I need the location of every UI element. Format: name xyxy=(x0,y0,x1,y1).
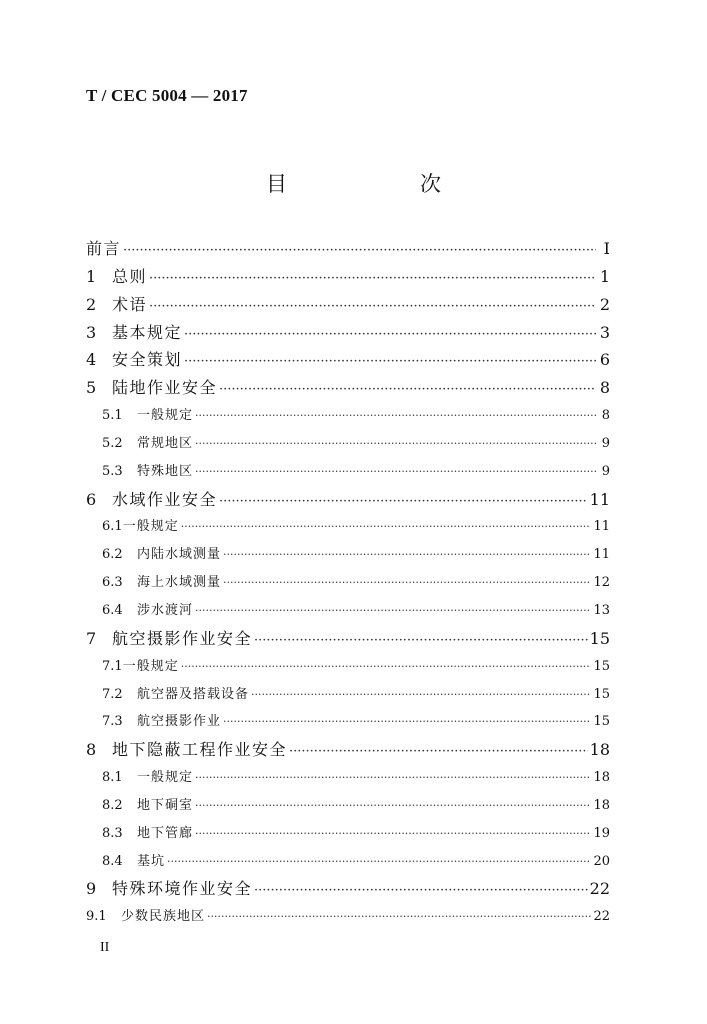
toc-entry-number: 7 xyxy=(86,628,97,648)
toc-entry[interactable] xyxy=(86,597,610,625)
dot-leader xyxy=(223,708,591,736)
toc-entry[interactable] xyxy=(86,848,610,876)
toc-entry-label: 总则 xyxy=(112,266,148,286)
toc-entry[interactable] xyxy=(86,875,610,903)
toc-entry-number: 7.1 xyxy=(102,658,123,674)
toc-entry[interactable] xyxy=(86,319,610,347)
toc-entry-number: 1 xyxy=(86,266,97,286)
toc-entry-number: 6.3 xyxy=(102,575,123,591)
page-title: 目 次 xyxy=(266,172,497,196)
toc-entry-number: 7.2 xyxy=(102,686,123,702)
toc-entry-page: 15 xyxy=(593,658,610,674)
dot-leader xyxy=(181,653,592,681)
toc-entry-page: 2 xyxy=(599,294,610,314)
toc-entry-number: 5 xyxy=(86,378,97,398)
toc-entry[interactable] xyxy=(86,263,610,291)
toc-entry-number: 8 xyxy=(86,740,97,760)
toc-entry[interactable] xyxy=(86,291,610,319)
toc-entry[interactable] xyxy=(86,458,610,486)
toc-entry-label: 内陆水域测量 xyxy=(137,547,222,563)
toc-entry-number: 5.1 xyxy=(102,408,123,424)
toc-entry-label: 基坑 xyxy=(137,853,166,869)
toc-entry-page: 9 xyxy=(601,463,610,479)
toc-entry-page: 8 xyxy=(601,408,610,424)
toc-entry-page: 9 xyxy=(601,435,610,451)
toc-entry-page: 22 xyxy=(593,909,610,925)
toc-entry-page: 18 xyxy=(593,797,610,813)
toc-entry[interactable] xyxy=(86,569,610,597)
dot-leader xyxy=(149,263,596,291)
toc-entry[interactable] xyxy=(86,430,610,458)
toc-entry-label: 陆地作业安全 xyxy=(112,378,218,398)
toc-entry-label: 术语 xyxy=(112,294,148,314)
page-number: II xyxy=(100,940,110,955)
toc-entry[interactable] xyxy=(86,625,610,653)
standard-code: T / CEC 5004 — 2017 xyxy=(86,86,248,105)
dot-leader xyxy=(181,513,592,541)
dot-leader xyxy=(149,291,596,319)
toc-entry-label: 地下硐室 xyxy=(137,797,194,813)
toc-entry[interactable] xyxy=(86,681,610,709)
toc-entry-label: 航空摄影作业安全 xyxy=(112,628,253,648)
dot-leader xyxy=(195,597,591,625)
toc-entry-page: 11 xyxy=(589,489,610,509)
toc-entry-label: 前言 xyxy=(86,239,122,258)
dot-leader xyxy=(195,792,591,820)
toc-entry-page: 11 xyxy=(593,547,610,563)
toc-entry-page: 8 xyxy=(599,378,610,398)
dot-leader xyxy=(223,569,591,597)
toc-entry-number: 8.2 xyxy=(102,797,123,813)
dot-leader xyxy=(254,875,588,903)
toc-entry-page: 19 xyxy=(593,825,610,841)
toc-entry-page: 15 xyxy=(589,628,610,648)
toc-entry-label: 一般规定 xyxy=(137,770,194,786)
toc-entry-page: 1 xyxy=(599,266,610,286)
toc-entry[interactable] xyxy=(86,792,610,820)
toc-entry-page: 12 xyxy=(593,575,610,591)
dot-leader xyxy=(219,486,588,514)
toc-entry-label: 海上水域测量 xyxy=(137,575,222,591)
toc-entry-number: 6.4 xyxy=(102,602,123,618)
toc-entry-number: 4 xyxy=(86,350,97,370)
dot-leader xyxy=(219,374,596,402)
toc-entry-page: 18 xyxy=(593,770,610,786)
toc-entry[interactable] xyxy=(86,653,610,681)
toc-entry-number: 8.4 xyxy=(102,853,123,869)
toc-entry-label: 特殊环境作业安全 xyxy=(112,879,253,899)
toc-entry-label: 常规地区 xyxy=(137,435,194,451)
toc-entry-label: 一般规定 xyxy=(122,519,179,535)
toc-entry-label: 少数民族地区 xyxy=(121,909,206,925)
dot-leader xyxy=(195,820,591,848)
dot-leader xyxy=(223,541,591,569)
toc-entry-page: 13 xyxy=(593,602,610,618)
dot-leader xyxy=(195,430,596,458)
toc-entry-label: 安全策划 xyxy=(112,350,183,370)
toc-entry-page: 11 xyxy=(593,519,610,535)
toc-entry-page: 18 xyxy=(589,740,610,760)
toc-entry-number: 5.2 xyxy=(102,435,123,451)
toc-entry-label: 特殊地区 xyxy=(137,463,194,479)
toc-entry-number: 5.3 xyxy=(102,463,123,479)
toc-entry-label: 航空摄影作业 xyxy=(137,714,222,730)
toc-entry[interactable] xyxy=(86,374,610,402)
toc-entry-number: 8.3 xyxy=(102,825,123,841)
toc-entry[interactable] xyxy=(86,346,610,374)
toc-entry[interactable] xyxy=(86,820,610,848)
toc-entry-number: 9.1 xyxy=(86,909,107,925)
toc-entry-label: 地下隐蔽工程作业安全 xyxy=(112,740,288,760)
table-of-contents xyxy=(86,235,610,931)
toc-entry-label: 基本规定 xyxy=(112,322,183,342)
toc-entry-label: 水域作业安全 xyxy=(112,489,218,509)
dot-leader xyxy=(207,903,591,931)
dot-leader xyxy=(184,346,596,374)
toc-entry[interactable] xyxy=(86,486,610,514)
toc-entry[interactable] xyxy=(86,513,610,541)
toc-entry-number: 6.1 xyxy=(102,519,123,535)
toc-entry-page: 3 xyxy=(599,322,610,342)
toc-entry[interactable] xyxy=(86,736,610,764)
toc-entry-page: 15 xyxy=(593,714,610,730)
toc-entry-label: 航空器及搭载设备 xyxy=(137,686,250,702)
dot-leader xyxy=(251,681,591,709)
toc-entry-page: 15 xyxy=(593,686,610,702)
toc-entry[interactable] xyxy=(86,903,610,931)
toc-entry-page: Ⅰ xyxy=(603,239,610,258)
toc-entry-label: 涉水渡河 xyxy=(137,602,194,618)
toc-entry-number: 9 xyxy=(86,879,97,899)
toc-entry-label: 一般规定 xyxy=(137,408,194,424)
dot-leader xyxy=(195,402,596,430)
dot-leader xyxy=(195,458,596,486)
dot-leader xyxy=(289,736,588,764)
toc-entry[interactable] xyxy=(86,708,610,736)
toc-entry-number: 6 xyxy=(86,489,97,509)
dot-leader xyxy=(254,625,588,653)
toc-entry[interactable] xyxy=(86,235,610,263)
toc-entry-label: 地下管廊 xyxy=(137,825,194,841)
toc-entry[interactable] xyxy=(86,764,610,792)
toc-entry[interactable] xyxy=(86,402,610,430)
toc-entry-number: 2 xyxy=(86,294,97,314)
toc-entry-page: 6 xyxy=(599,350,610,370)
toc-entry-number: 6.2 xyxy=(102,547,123,563)
toc-entry-page: 20 xyxy=(593,853,610,869)
dot-leader xyxy=(123,235,596,263)
dot-leader xyxy=(195,764,591,792)
dot-leader xyxy=(184,319,596,347)
toc-entry-number: 7.3 xyxy=(102,714,123,730)
toc-entry-number: 3 xyxy=(86,322,97,342)
toc-entry[interactable] xyxy=(86,541,610,569)
toc-entry-page: 22 xyxy=(589,879,610,899)
toc-entry-label: 一般规定 xyxy=(122,658,179,674)
toc-entry-number: 8.1 xyxy=(102,770,123,786)
dot-leader xyxy=(167,848,591,876)
